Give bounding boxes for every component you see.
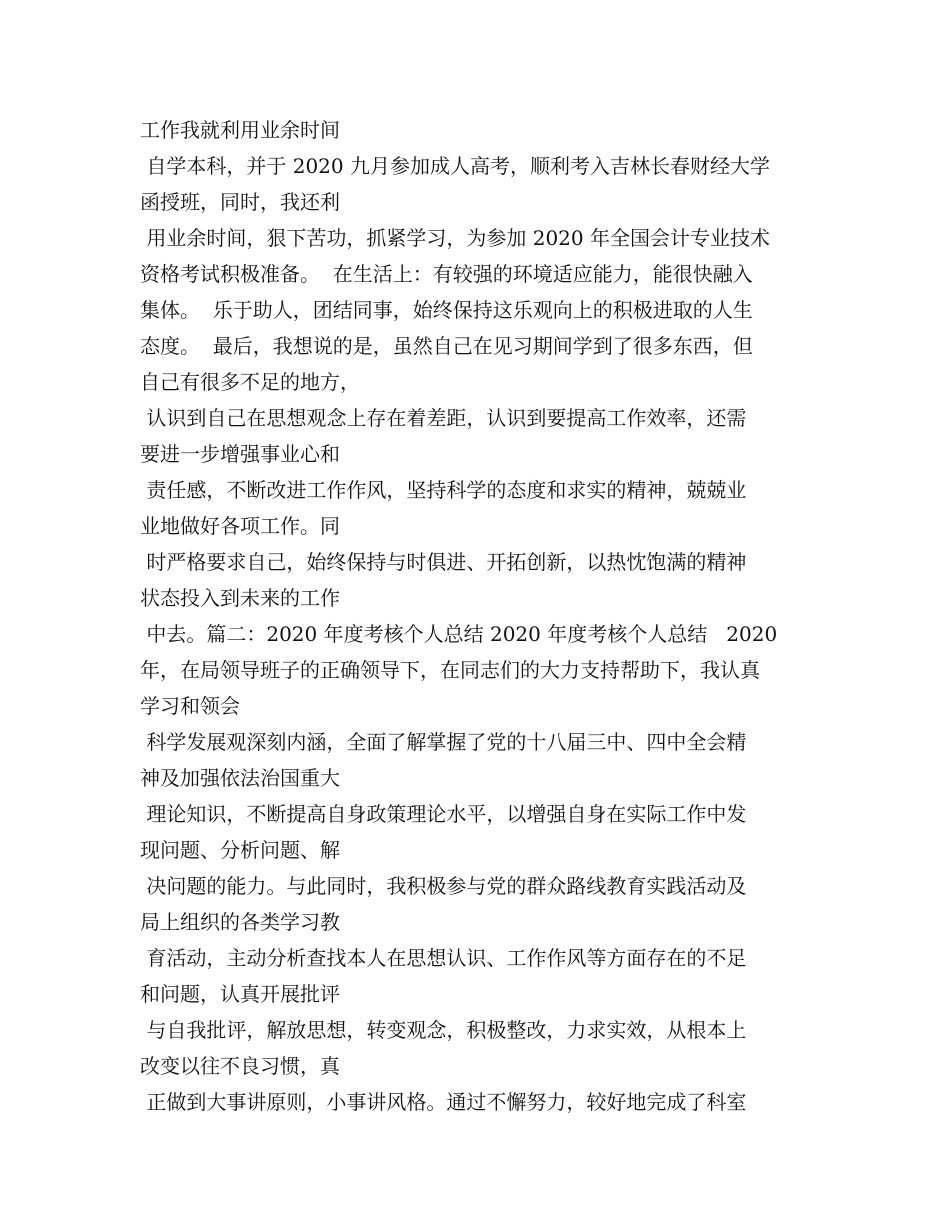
text-line: 局上组织的各类学习教 [140,910,340,934]
text-line: 工作我就利用业余时间 [140,118,340,142]
text-line: 科学发展观深刻内涵，全面了解掌握了党的十八届三中、四中全会精 [140,730,747,754]
text-line: 函授班，同时，我还利 [140,190,340,214]
text-line: 用业余时间，狠下苦功，抓紧学习，为参加 2020 年全国会计专业技术 [140,226,770,250]
text-line: 学习和领会 [140,694,240,718]
text-line: 理论知识，不断提高自身政策理论水平，以增强自身在实际工作中发 [140,802,747,826]
text-line: 和问题，认真开展批评 [140,982,340,1006]
text-line: 资格考试积极准备。 在生活上：有较强的环境适应能力，能很快融入 [140,262,753,286]
text-line: 自学本科，并于 2020 九月参加成人高考，顺利考入吉林长春财经大学 [140,154,770,178]
text-line: 认识到自己在思想观念上存在着差距，认识到要提高工作效率，还需 [140,406,747,430]
text-line: 与自我批评，解放思想，转变观念，积极整改，力求实效，从根本上 [140,1018,747,1042]
text-line: 自己有很多不足的地方， [140,370,360,394]
text-line: 时严格要求自己，始终保持与时俱进、开拓创新，以热忱饱满的精神 [140,550,747,574]
text-line: 改变以往不良习惯，真 [140,1054,340,1078]
text-line: 正做到大事讲原则，小事讲风格。通过不懈努力，较好地完成了科室 [140,1090,747,1114]
text-line: 神及加强依法治国重大 [140,766,340,790]
document-body [140,112,815,1120]
text-line: 中去。篇二：2020 年度考核个人总结 2020 年度考核个人总结 2020 [140,622,778,646]
text-line: 集体。 乐于助人，团结同事，始终保持这乐观向上的积极进取的人生 [140,298,753,322]
text-line: 现问题、分析问题、解 [140,838,340,862]
text-line: 要进一步增强事业心和 [140,442,340,466]
text-line: 状态投入到未来的工作 [140,586,340,610]
text-line: 态度。 最后，我想说的是，虽然自己在见习期间学到了很多东西，但 [140,334,753,358]
text-line: 业地做好各项工作。同 [140,514,340,538]
text-line: 责任感，不断改进工作作风，坚持科学的态度和求实的精神，兢兢业 [140,478,747,502]
text-line: 决问题的能力。与此同时，我积极参与党的群众路线教育实践活动及 [140,874,747,898]
text-line: 育活动，主动分析查找本人在思想认识、工作作风等方面存在的不足 [140,946,747,970]
text-line: 年，在局领导班子的正确领导下，在同志们的大力支持帮助下，我认真 [140,658,760,682]
